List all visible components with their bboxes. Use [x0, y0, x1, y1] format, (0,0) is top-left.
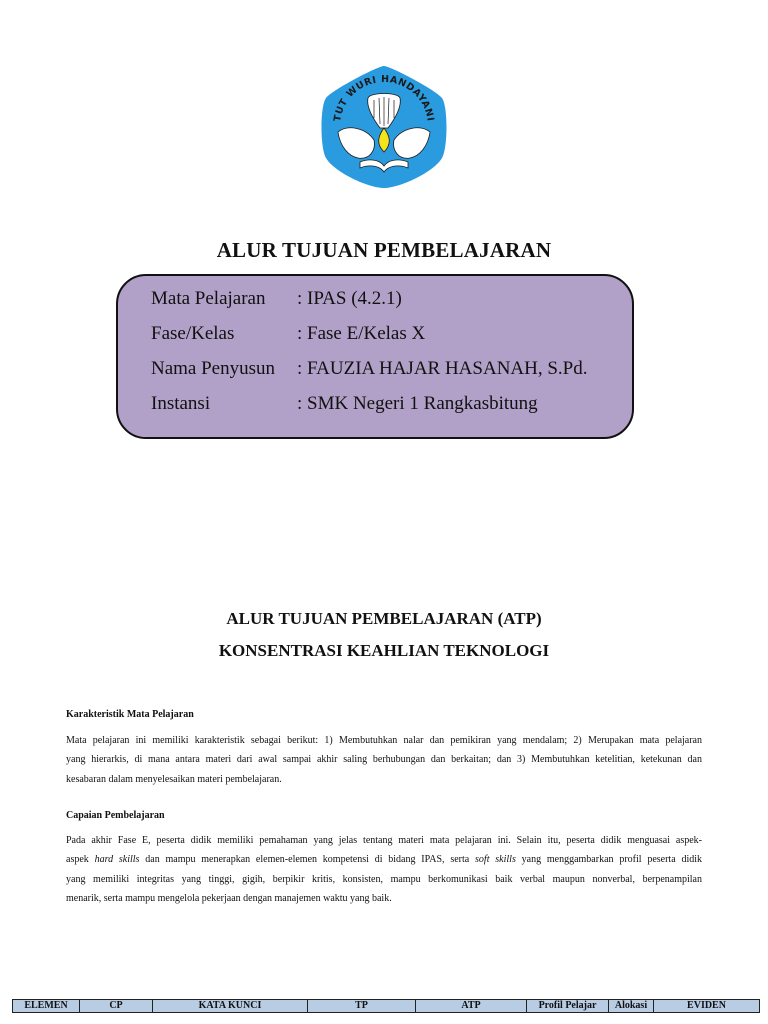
column-header-tp: TP [308, 1000, 416, 1012]
italic-term: soft skills [475, 854, 516, 866]
atp-table-header [12, 999, 760, 1013]
paragraph-line: yang hierarkis, di mana antara materi dari awal sampai akhir saling berhubungan dan berkaitan; dan 3) Membutuhkan ketelitian, ketekunan dan [66, 754, 702, 766]
info-label: Instansi [151, 393, 211, 414]
column-header-cp: CP [80, 1000, 153, 1012]
info-row-author [151, 358, 588, 380]
italic-term: hard skills [94, 854, 140, 866]
info-row-subject [151, 288, 402, 310]
info-value: : IPAS (4.2.1) [297, 288, 402, 309]
emblem-icon [318, 62, 450, 190]
paragraph-line: Pada akhir Fase E, peserta didik memiliki pemahaman yang jelas tentang materi mata pelajaran ini. Selain itu, peserta didik menguasai aspek- [66, 835, 702, 846]
section-title-learning-outcomes: Capaian Pembelajaran [66, 810, 165, 821]
column-header-kata-kunci: KATA KUNCI [153, 1000, 308, 1012]
info-label: Fase/Kelas [151, 323, 235, 344]
info-value: : SMK Negeri 1 Rangkasbitung [297, 393, 538, 414]
info-row-phase-class [151, 323, 425, 345]
info-value: : Fase E/Kelas X [297, 323, 426, 344]
paragraph-line: kesabaran dalam menyelesaikan materi pembelajaran. [66, 773, 282, 785]
column-header-alokasi: Alokasi [609, 1000, 654, 1012]
section-title-characteristics: Karakteristik Mata Pelajaran [66, 709, 194, 720]
info-label: Mata Pelajaran [151, 288, 266, 309]
cover-title: ALUR TUJUAN PEMBELAJARAN [216, 238, 552, 262]
paragraph-line: yang memiliki integritas yang tinggi, gigih, berpikir kritis, konsisten, mampu berkomunikasi baik verbal maupun nonverbal, berpenampilan [66, 873, 702, 885]
info-value: : FAUZIA HAJAR HASANAH, S.Pd. [297, 358, 588, 379]
column-header-atp: ATP [416, 1000, 527, 1012]
tut-wuri-handayani-logo [318, 62, 450, 190]
paragraph-line: aspek hard skills dan mampu menerapkan elemen-elemen kompetensi di bidang IPAS, serta soft skills yang menggambarkan profil peserta didik [66, 854, 702, 866]
column-header-elemen: ELEMEN [13, 1000, 80, 1012]
section-paragraph-characteristics [66, 731, 702, 789]
column-header-profil-pelajar: Profil Pelajar [527, 1000, 609, 1012]
document-heading: ALUR TUJUAN PEMBELAJARAN (ATP) [226, 609, 542, 628]
paragraph-line: Mata pelajaran ini memiliki karakteristik sebagai berikut: 1) Membutuhkan nalar dan pemikiran yang mendalam; 2) Merupakan mata pelajaran [66, 735, 702, 746]
paragraph-line: menarik, serta mampu mengelola pekerjaan dengan manajemen waktu yang baik. [66, 893, 392, 905]
section-paragraph-learning-outcomes [66, 831, 702, 909]
document-info-box [116, 274, 634, 439]
document-subheading: KONSENTRASI KEAHLIAN TEKNOLOGI [218, 641, 550, 660]
column-header-eviden: EVIDEN [687, 1000, 726, 1011]
info-row-institution [151, 393, 538, 415]
info-label: Nama Penyusun [151, 358, 276, 379]
svg-text:TUT WURI HANDAYANI: TUT WURI HANDAYANI [332, 73, 436, 123]
